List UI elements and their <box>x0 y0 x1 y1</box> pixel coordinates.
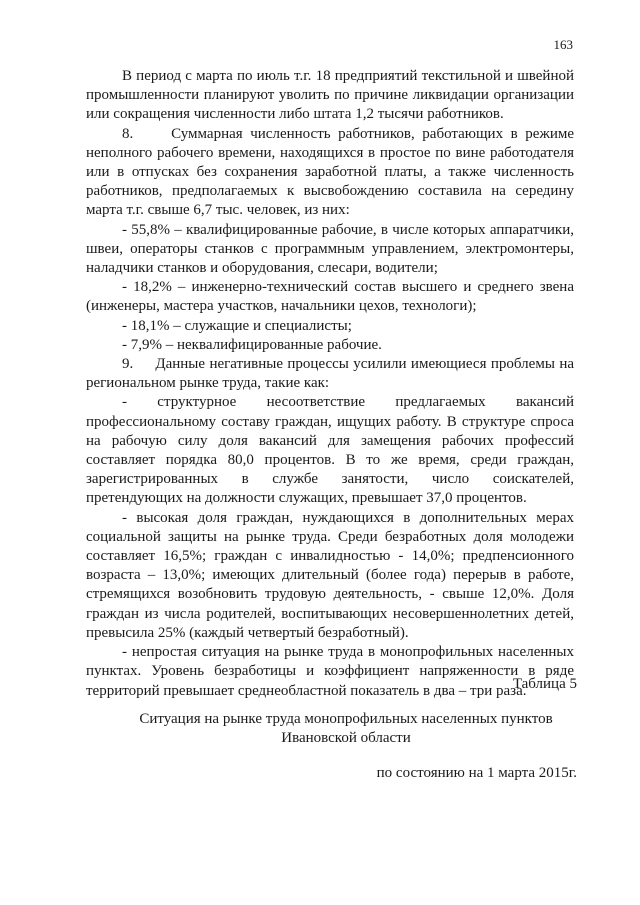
list-item-employees-specialists: - 18,1% – служащие и специалисты; <box>122 317 352 334</box>
list-item-structural-mismatch: - структурное несоответствие предлагаемых вакансий профессиональному составу граждан, ищущих работу. В структуре спроса на рабочую силу доля вакансий для замещения рабочих профессий составляет порядка 80,0 процентов. В то же время, среди граждан, зарегистрированных в службе занятости, число соискателей, претендующих на должности служащих, превышает 37,0 процентов. <box>86 394 574 507</box>
list-item-social-protection: - высокая доля граждан, нуждающихся в дополнительных мерах социальной защиты на рынке труда. Среди безработных доля молодежи составляет 16,5%; граждан с инвалидностью - 14,0%; предпенсионного возраста – 13,0%; имеющих длительный (более года) перерыв в работе, стремящихся возобновить трудовую деятельность, - свыше 12,0%. Доля граждан из числа родителей, воспитывающих несовершеннолетних детей, превысила 25% (каждый четвертый безработный). <box>86 509 574 641</box>
table-title-line-1: Ситуация на рынке труда монопрофильных населенных пунктов <box>139 711 553 727</box>
page-number: 163 <box>553 37 573 52</box>
list-item-monotowns: - непростая ситуация на рынке труда в монопрофильных населенных пунктах. Уровень безработицы и коэффициент напряженности в ряде территорий превышает среднеобластной показатель в два – три раза. <box>86 644 574 699</box>
body-text <box>86 67 574 701</box>
paragraph-item-9: 9. Данные негативные процессы усилили имеющиеся проблемы на региональном рынке труда, такие как: <box>86 356 574 392</box>
list-item-qualified-workers: - 55,8% – квалифицированные рабочие, в числе которых аппаратчики, швеи, операторы станков с программным управлением, электромонтеры, наладчики станков и оборудования, слесари, водители; <box>86 221 574 277</box>
table-title-line-2: Ивановской области <box>281 730 411 746</box>
paragraph-layoffs-plan: В период с марта по июль т.г. 18 предприятий текстильной и швейной промышленности планируют уволить по причине ликвидации организации или сокращения численности либо штата 1,2 тысячи работников. <box>86 68 574 123</box>
paragraph-item-8: 8. Суммарная численность работников, работающих в режиме неполного рабочего времени, находящихся в простое по вине работодателя или в отпусках без сохранения заработной платы, а также численность работников, предполагаемых к высвобождению составила на середину марта т.г. свыше 6,7 тыс. человек, из них: <box>86 125 574 219</box>
list-item-engineering-staff: - 18,2% – инженерно-технический состав высшего и среднего звена (инженеры, мастера участков, начальники цехов, технологи); <box>86 279 574 315</box>
as-of-date: по состоянию на 1 марта 2015г. <box>376 765 577 781</box>
list-item-unqualified-workers: - 7,9% – неквалифицированные рабочие. <box>122 336 382 353</box>
table-title <box>86 710 606 748</box>
table-caption: Таблица 5 <box>512 676 577 692</box>
